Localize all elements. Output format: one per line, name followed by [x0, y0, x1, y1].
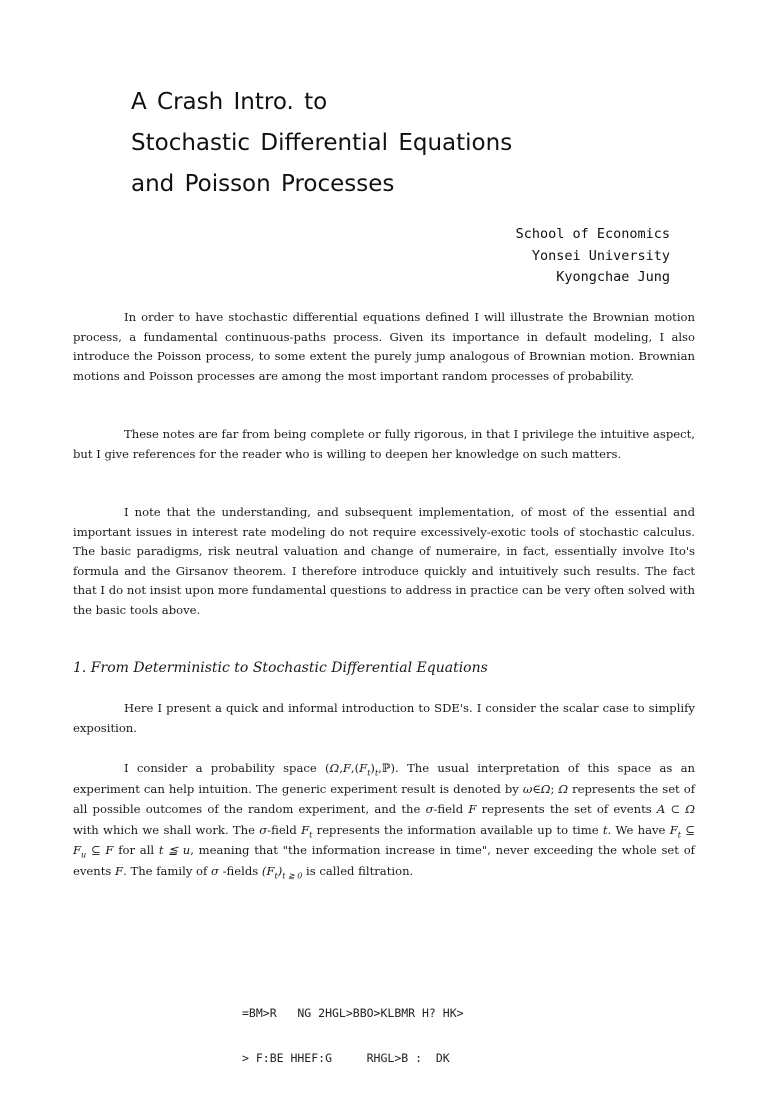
- math-t: t: [602, 822, 608, 837]
- math-sigma: σ: [259, 822, 268, 837]
- intro-paragraph-2: These notes are far from being complete or fully rigorous, in that I privilege the intuitive aspect, but I give references for the reader who is willing to deepen her knowledge on such matters.: [73, 427, 695, 461]
- page-footer: [242, 976, 562, 1096]
- paper-title: [131, 82, 691, 205]
- math-t-leq-u: t ≦ u: [158, 843, 191, 857]
- math-filtration-family: $(F_t)_{t ≧ 0}$: [261, 863, 303, 880]
- affiliation-university: Yonsei University: [531, 247, 670, 264]
- math-F-t: $F_t$: [301, 822, 313, 839]
- math-F: F: [468, 802, 477, 816]
- intro-paragraph-3: I note that the understanding, and subsequent implementation, of most of the essential and important issues in interest rate modeling do not require excessively-exotic tools of stochastic calculus. The basic paradigms, risk neutral valuation and change of numeraire, in fact, essentially involve Ito's formula and the Girsanov theorem. I therefore introduce quickly and intuitively such results. The fact that I do not insist upon more fundamental questions to address in practice can be very often solved with the basic tools above.: [73, 505, 695, 617]
- affiliation-school: School of Economics: [515, 226, 670, 242]
- math-omega-in-Omega: ω∈Ω: [522, 781, 551, 796]
- math-Omega: Ω: [558, 781, 569, 796]
- math-F: F: [115, 863, 124, 878]
- intro-paragraph-1: In order to have stochastic differential equations defined I will illustrate the Brownian motion process, a fundamental continuous-paths process. Given its importance in default modeling, I also introduce the Poisson process, to some extent the purely jump analogous of Brownian motion. Brownian motions and Poisson processes are among the most important random processes of probability.: [73, 310, 695, 383]
- section-heading: 1. From Deterministic to Stochastic Differential Equations: [73, 660, 488, 676]
- footer-line-1: =BM>R NG 2HGL>BBO>KLBMR H? HK>: [242, 1006, 464, 1020]
- math-sigma: σ: [211, 863, 219, 878]
- title-line-3: and Poisson Processes: [131, 171, 395, 197]
- math-probability-space: $(\Omega,F,(F_t)_t,ℙ)$: [325, 761, 396, 778]
- math-A-subset-Omega: A ⊂ Ω: [656, 802, 696, 816]
- math-filtration-inclusion: $F_t$ ⊆ $F_u$ ⊆ F: [73, 822, 695, 860]
- title-line-2: Stochastic Differential Equations: [131, 130, 513, 156]
- probability-space-paragraph: I consider a probability space $(\Omega,F,(F_t)_t,ℙ)$. The usual interpretation of this space as an experiment can help intuition. The generic experiment result is denoted by ω∈Ω; Ω represents the set of all possible outcomes of the random experiment, and the σ-field F represents the set of events A ⊂ Ω with which we shall work. The σ-field $F_t$ represents the information available up to time t. We have $F_t$ ⊆ $F_u$ ⊆ F for all t ≦ u, meaning that "the information increase in time", never exceeding the whole set of events F. The family of σ -fields $(F_t)_{t ≧ 0}$ is called filtration.: [73, 761, 696, 880]
- section-intro-paragraph: Here I present a quick and informal introduction to SDE's. I consider the scalar case to simplify exposition.: [73, 701, 695, 735]
- affiliation-author: Kyongchae Jung: [556, 269, 670, 285]
- footer-line-2: > F:BE HHEF:G RHGL>B : DK: [242, 1051, 450, 1065]
- title-line-1: A Crash Intro. to: [131, 89, 328, 115]
- author-affiliation: [516, 224, 670, 289]
- math-sigma: σ: [425, 802, 434, 816]
